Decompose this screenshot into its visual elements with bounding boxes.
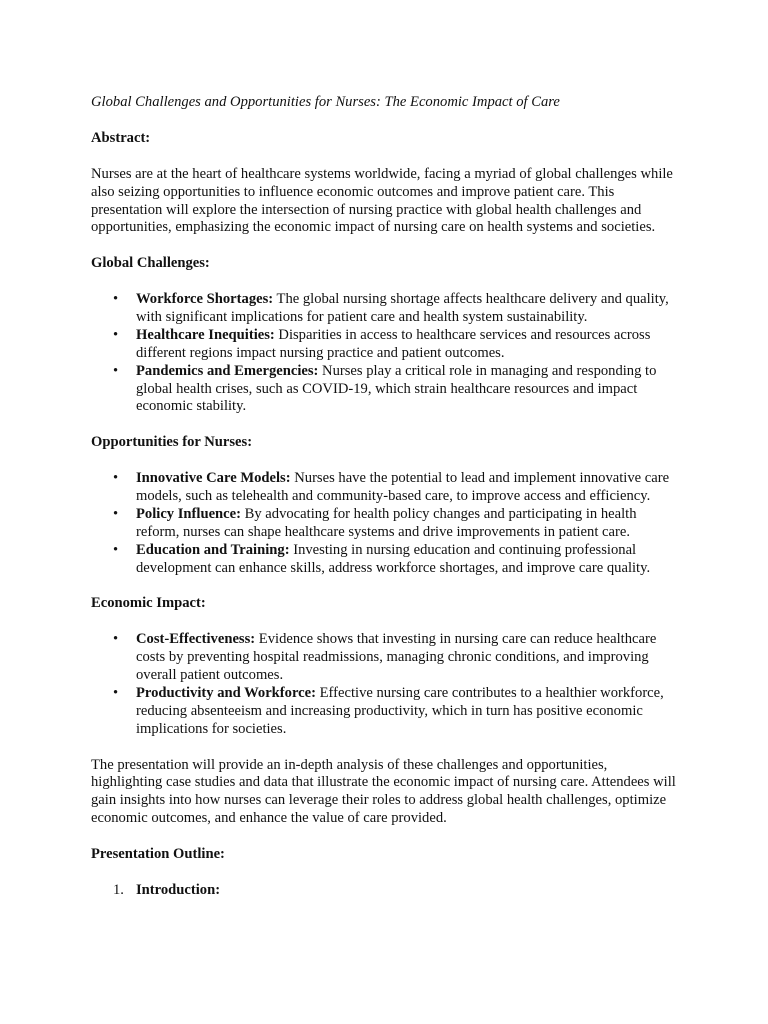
document-page xyxy=(91,94,681,900)
abstract-paragraph: Nurses are at the heart of healthcare systems worldwide, facing a myriad of global challenges while also seizing opportunities to influence economic outcomes and improve patient care. This presentation will explore the intersection of nursing practice with global health challenges and opportunities, emphasizing the economic impact of nursing care on health systems and societies. xyxy=(91,165,673,236)
economic-list xyxy=(91,631,681,738)
challenges-heading: Global Challenges: xyxy=(91,255,210,272)
item-term: Healthcare Inequities: xyxy=(136,326,275,343)
outline-list xyxy=(91,882,681,900)
item-term: Productivity and Workforce: xyxy=(136,684,316,701)
list-item xyxy=(91,291,681,327)
item-text: The global nursing shortage affects healthcare delivery and quality, with significant implications for patient care and health system sustainability. xyxy=(136,291,669,325)
bullet-icon: • xyxy=(113,684,119,701)
item-term: Education and Training: xyxy=(136,541,290,558)
item-text: Evidence shows that investing in nursing care can reduce healthcare costs by preventing hospital readmissions, managing chronic conditions, and improving overall patient outcomes. xyxy=(136,631,657,683)
list-item xyxy=(91,631,681,685)
item-text: By advocating for health policy changes and participating in health reform, nurses can shape healthcare systems and drive improvements in patient care. xyxy=(136,505,637,540)
summary-paragraph: The presentation will provide an in-depth analysis of these challenges and opportunities, highlighting case studies and data that illustrate the economic impact of nursing care. Attendees will gain insights into how nurses can leverage their roles to address global health challenges, optimize economic outcomes, and enhance the value of care provided. xyxy=(91,756,676,827)
item-term: Innovative Care Models: xyxy=(136,470,291,487)
item-text: Disparities in access to healthcare services and resources across different regions impact nursing practice and patient outcomes. xyxy=(136,326,651,361)
opportunities-heading: Opportunities for Nurses: xyxy=(91,434,253,451)
bullet-icon: • xyxy=(113,291,119,308)
item-term: Policy Influence: xyxy=(136,505,241,522)
bullet-icon: • xyxy=(113,326,119,343)
list-item xyxy=(91,363,681,417)
item-text: Nurses play a critical role in managing and responding to global health crises, such as COVID-19, which strain healthcare resources and impact economic stability. xyxy=(136,362,657,415)
opportunities-list xyxy=(91,470,681,577)
list-item xyxy=(91,882,681,900)
list-item xyxy=(91,470,681,506)
item-text: Investing in nursing education and continuing professional development can enhance skills, address workforce shortages, and improve care quality. xyxy=(136,541,651,576)
list-item xyxy=(91,327,681,363)
bullet-icon: • xyxy=(113,631,119,648)
item-label: Introduction: xyxy=(136,881,221,898)
list-item xyxy=(91,685,681,739)
bullet-icon: • xyxy=(113,470,119,487)
list-item xyxy=(91,506,681,542)
outline-heading: Presentation Outline: xyxy=(91,846,225,863)
bullet-icon: • xyxy=(113,362,119,379)
bullet-icon: • xyxy=(113,541,119,558)
item-term: Workforce Shortages: xyxy=(136,291,274,308)
item-number: 1. xyxy=(113,881,124,898)
item-text: Nurses have the potential to lead and implement innovative care models, such as telehealth and community-based care, to improve access and efficiency. xyxy=(136,470,670,504)
economic-heading: Economic Impact: xyxy=(91,595,206,612)
item-term: Pandemics and Emergencies: xyxy=(136,362,319,379)
list-item xyxy=(91,542,681,578)
bullet-icon: • xyxy=(113,505,119,522)
document-title: Global Challenges and Opportunities for Nurses: The Economic Impact of Care xyxy=(91,94,560,110)
item-term: Cost-Effectiveness: xyxy=(136,631,256,648)
challenges-list xyxy=(91,291,681,416)
abstract-heading: Abstract: xyxy=(91,129,151,146)
item-text: Effective nursing care contributes to a healthier workforce, reducing absenteeism and increasing productivity, which in turn has positive economic implications for societies. xyxy=(136,684,664,737)
